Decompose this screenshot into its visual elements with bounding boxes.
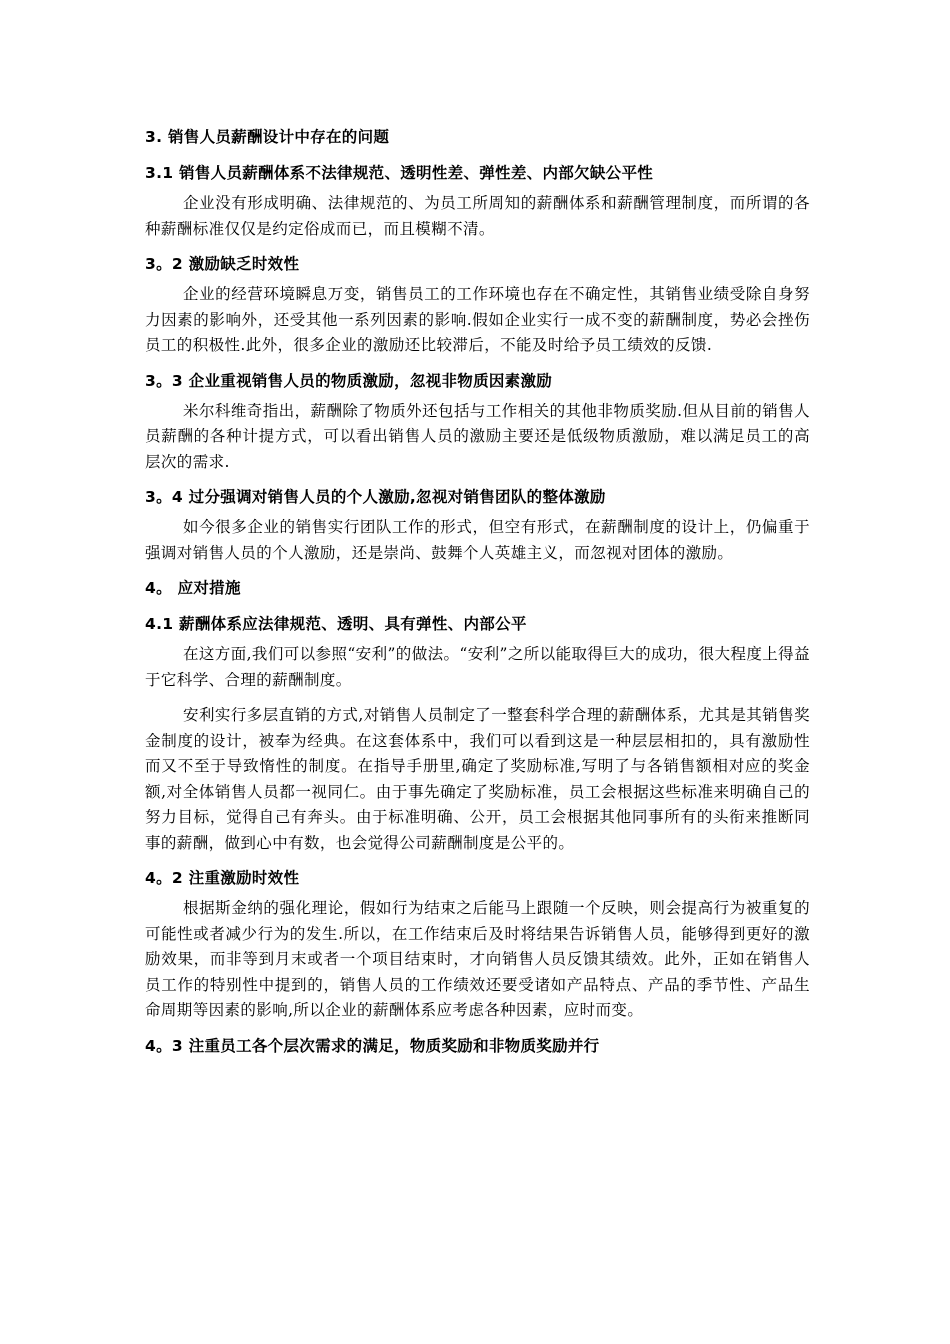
subsection-heading-4-3: 4。3 注重员工各个层次需求的满足，物质奖励和非物质奖励并行: [145, 1036, 600, 1055]
subsection-heading-4-2: 4。2 注重激励时效性: [145, 869, 300, 887]
paragraph: 米尔科维奇指出，薪酬除了物质外还包括与工作相关的其他非物质奖励.但从目前的销售人员薪酬的各种计提方式，可以看出销售人员的激励主要还是低级物质激励，难以满足员工的高层次的需求.: [145, 401, 810, 471]
paragraph: 在这方面,我们可以参照“安利”的做法。“安利”之所以能取得巨大的成功，很大程度上得益于它科学、合理的薪酬制度。: [145, 645, 810, 689]
paragraph: 安利实行多层直销的方式,对销售人员制定了一整套科学合理的薪酬体系，尤其是其销售奖金制度的设计，被奉为经典。在这套体系中，我们可以看到这是一种层层相扣的，具有激励性而又不至于导致惰性的制度。在指导手册里,确定了奖励标准,写明了与各销售额相对应的奖金额,对全体销售人员都一视同仁。由于事先确定了奖励标准，员工会根据这些标准来明确自己的努力目标，觉得自己有奔头。由于标准明确、公开，员工会根据其他同事所有的头衔来推断同事的薪酬，做到心中有数，也会觉得公司薪酬制度是公平的。: [145, 706, 810, 852]
document-page: [145, 122, 810, 1061]
paragraph: 如今很多企业的销售实行团队工作的形式，但空有形式，在薪酬制度的设计上，仍偏重于强调对销售人员的个人激励，还是崇尚、鼓舞个人英雄主义，而忽视对团体的激励。: [145, 518, 810, 562]
paragraph: 企业的经营环境瞬息万变，销售员工的工作环境也存在不确定性，其销售业绩受除自身努力因素的影响外，还受其他一系列因素的影响.假如企业实行一成不变的薪酬制度，势必会挫伤员工的积极性.此外，很多企业的激励还比较滞后，不能及时给予员工绩效的反馈.: [145, 285, 810, 354]
section-heading-3: 3. 销售人员薪酬设计中存在的问题: [145, 128, 390, 146]
subsection-heading-3-1: 3.1 销售人员薪酬体系不法律规范、透明性差、弹性差、内部欠缺公平性: [145, 164, 654, 182]
subsection-heading-3-2: 3。2 激励缺乏时效性: [145, 255, 300, 273]
subsection-heading-4-1: 4.1 薪酬体系应法律规范、透明、具有弹性、内部公平: [145, 615, 527, 633]
subsection-heading-3-4: 3。4 过分强调对销售人员的个人激励,忽视对销售团队的整体激励: [145, 488, 606, 506]
paragraph: 企业没有形成明确、法律规范的、为员工所周知的薪酬体系和薪酬管理制度，而所谓的各种薪酬标准仅仅是约定俗成而已，而且模糊不清。: [145, 194, 810, 238]
subsection-heading-3-3: 3。3 企业重视销售人员的物质激励，忽视非物质因素激励: [145, 371, 553, 390]
section-heading-4: 4。 应对措施: [145, 579, 241, 597]
paragraph: 根据斯金纳的强化理论，假如行为结束之后能马上跟随一个反映，则会提高行为被重复的可能性或者减少行为的发生.所以，在工作结束后及时将结果告诉销售人员，能够得到更好的激励效果，而非等到月末或者一个项目结束时，才向销售人员反馈其绩效。此外，正如在销售人员工作的特别性中提到的，销售人员的工作绩效还要受诸如产品特点、产品的季节性、产品生命周期等因素的影响,所以企业的薪酬体系应考虑各种因素，应时而变。: [145, 899, 810, 1019]
